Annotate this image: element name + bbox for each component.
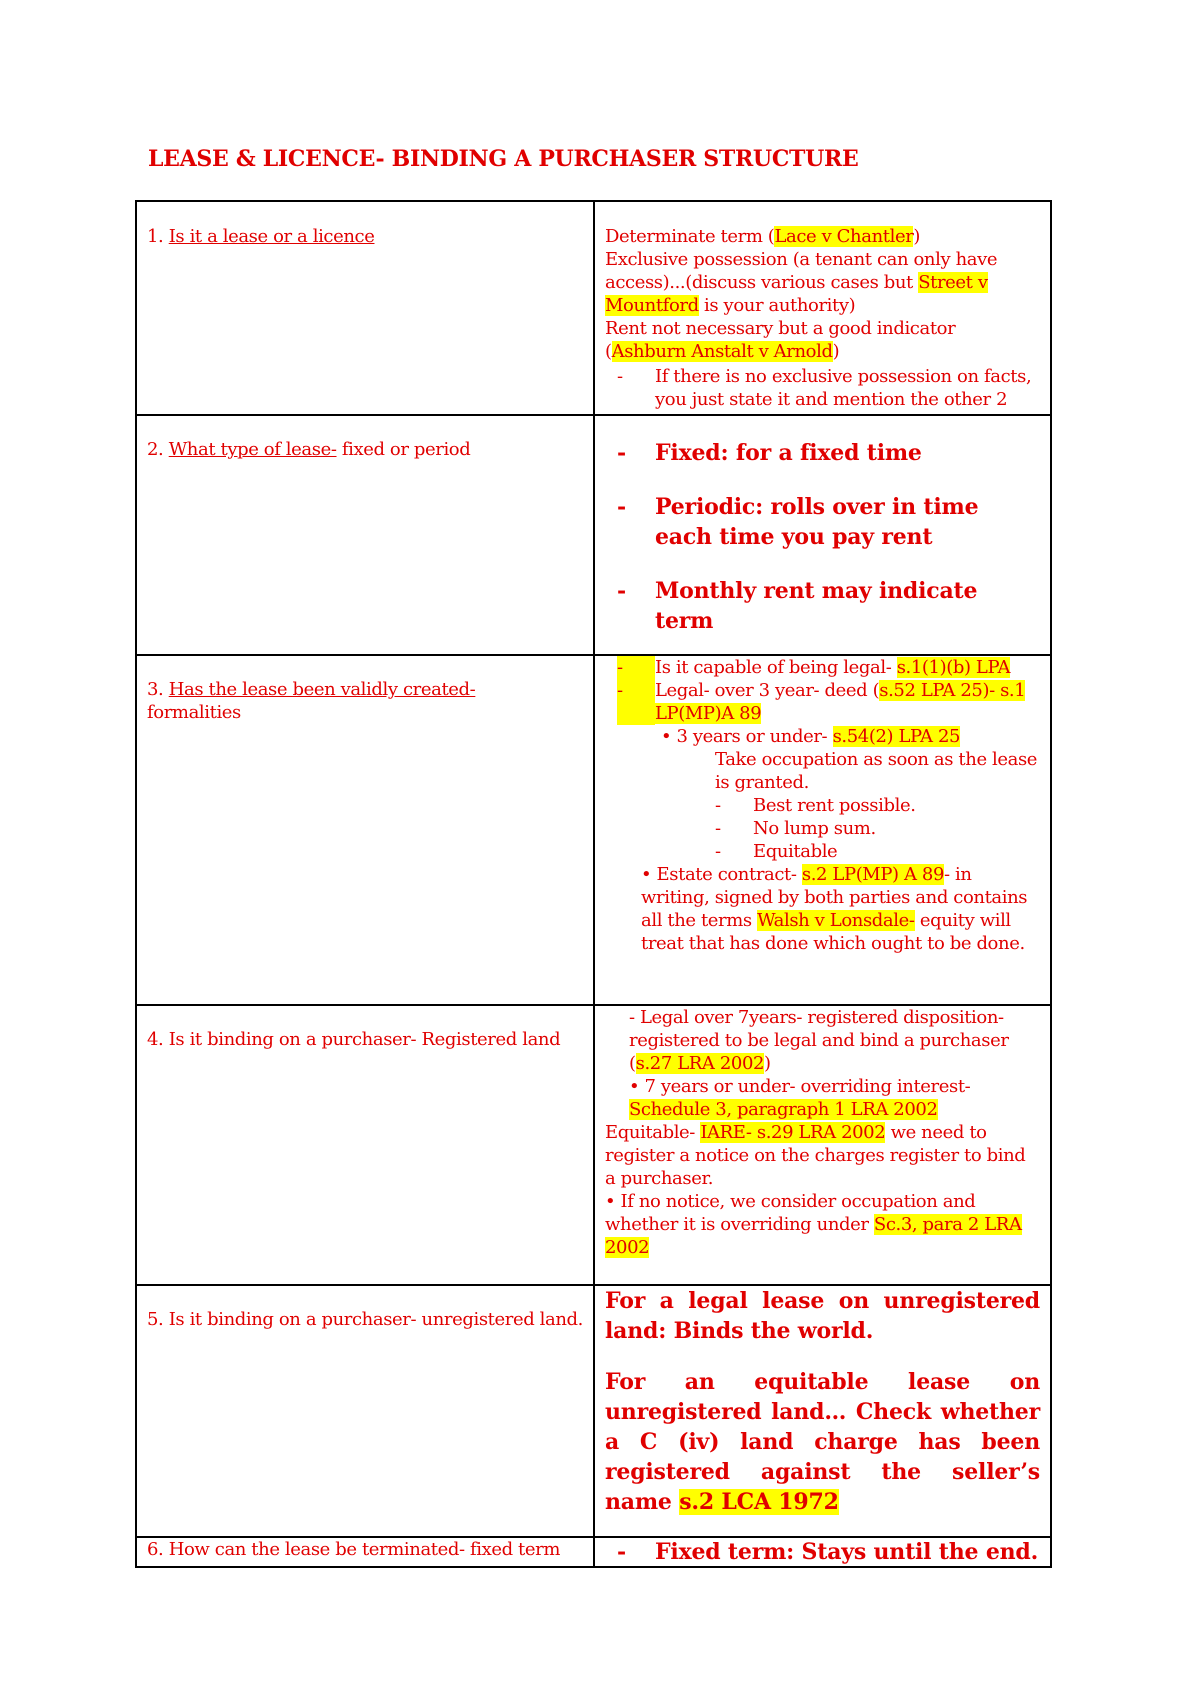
answer-cell (594, 415, 1051, 655)
question-text: Is it a lease or a licence (168, 226, 375, 247)
sub-dash-item: - No lump sum. (715, 818, 876, 839)
question-cell (136, 1285, 594, 1537)
question-cell (136, 655, 594, 1005)
answer-line: Exclusive possession (a tenant can only have access)...(discuss various cases but Street v Mountford is your authority) (605, 249, 998, 316)
answer-paragraph: For an equitable lease on unregistered land… Check whether a C (iv) land charge has been registered against the seller’s name s.2 LCA 1972 (605, 1369, 1040, 1515)
answer-cell (594, 655, 1051, 1005)
table-row (136, 415, 1051, 655)
bullet-item: - Monthly rent may indicate term (617, 578, 978, 634)
answer-paragraph: For a legal lease on unregistered land: Binds the world. (605, 1288, 1040, 1344)
table-row (136, 201, 1051, 415)
question-text-rest: Is it binding on a purchaser- unregistered land. (168, 1309, 583, 1330)
bullet-item: - Fixed: for a fixed time (617, 440, 922, 466)
bullet-item: - Fixed term: Stays until the end. (617, 1539, 1039, 1565)
question-text-rest: formalities (147, 702, 241, 723)
question-text-rest: fixed or period (336, 439, 471, 460)
table-row (136, 1005, 1051, 1285)
table-row (136, 1537, 1051, 1567)
question-number: 2. (147, 439, 164, 460)
question-text-rest: Is it binding on a purchaser- Registered land (168, 1029, 561, 1050)
question-cell (136, 415, 594, 655)
answer-line: (Ashburn Anstalt v Arnold) (605, 341, 840, 362)
bullet-item: - If there is no exclusive possession on facts, you just state it and mention the other 2 (617, 366, 1032, 410)
question-number: 4. (147, 1029, 164, 1050)
sub-text: Take occupation as soon as the lease is granted. (715, 749, 1038, 793)
sub-dash-item: - Best rent possible. (715, 795, 916, 816)
answer-cell (594, 1285, 1051, 1537)
answer-cell (594, 1005, 1051, 1285)
question-text: Has the lease been validly created- (168, 679, 476, 700)
question-cell (136, 1005, 594, 1285)
answer-line: • If no notice, we consider occupation and whether it is overriding under Sc.3, para 2 LRA 2002 (605, 1191, 1022, 1258)
question-number: 6. (147, 1539, 164, 1560)
answer-cell (594, 201, 1051, 415)
bullet-item: - Legal- over 3 year- deed (s.52 LPA 25)- s.1 LP(MP)A 89 (617, 680, 1026, 724)
answer-cell (594, 1537, 1051, 1567)
sub-bullet: • 3 years or under- s.54(2) LPA 25 (661, 726, 961, 747)
structure-table (135, 200, 1052, 1568)
answer-line: Equitable- IARE- s.29 LRA 2002 we need to register a notice on the charges register to bind a purchaser. (605, 1122, 1026, 1189)
answer-line: - Legal over 7years- registered disposition- registered to be legal and bind a purchaser (s.27 LRA 2002) (629, 1007, 1009, 1074)
question-number: 1. (147, 226, 164, 247)
question-text-rest: How can the lease be terminated- fixed term (168, 1539, 561, 1560)
sub-dash-item: - Equitable (715, 841, 838, 862)
page-title: LEASE & LICENCE- BINDING A PURCHASER STRUCTURE (148, 146, 859, 172)
question-text: What type of lease- (168, 439, 337, 460)
question-cell (136, 1537, 594, 1567)
answer-line: Rent not necessary but a good indicator (605, 318, 956, 339)
table-row (136, 1285, 1051, 1537)
bullet-item: - Periodic: rolls over in time each time you pay rent (617, 494, 979, 550)
question-number: 5. (147, 1309, 164, 1330)
bullet-item: - Is it capable of being legal- s.1(1)(b) LPA (617, 657, 1011, 678)
question-number: 3. (147, 679, 164, 700)
table-row (136, 655, 1051, 1005)
question-cell (136, 201, 594, 415)
sub-bullet: • Estate contract- s.2 LP(MP) A 89- in writing, signed by both parties and contains all the terms Walsh v Lonsdale- equity will treat that has done which ought to be done. (641, 864, 1028, 954)
answer-line: • 7 years or under- overriding interest- Schedule 3, paragraph 1 LRA 2002 (629, 1076, 971, 1120)
answer-line: Determinate term (Lace v Chantler) (605, 226, 921, 247)
